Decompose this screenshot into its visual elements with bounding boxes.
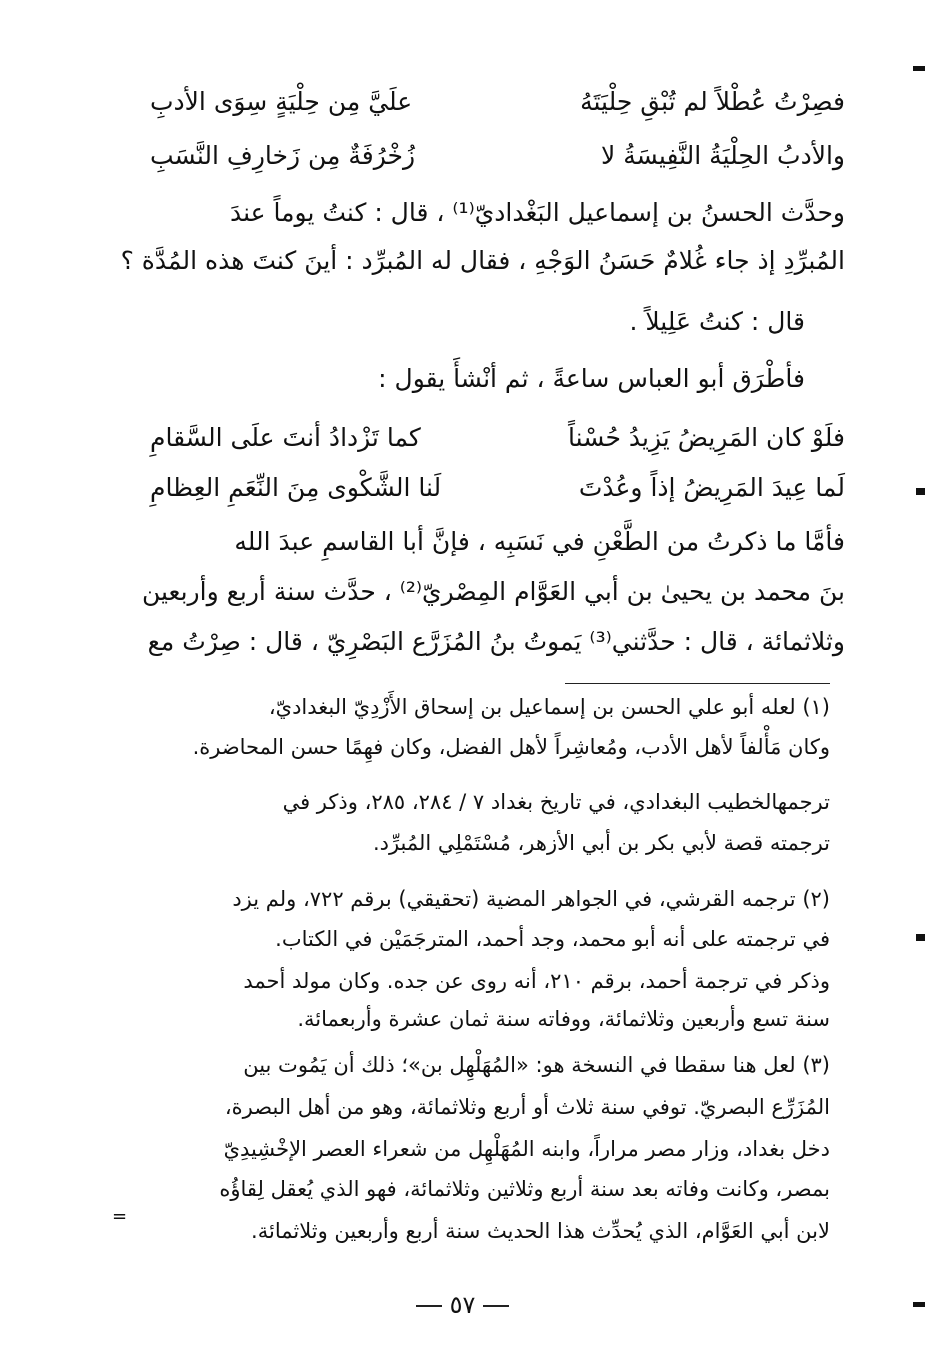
body-text-line: فأطْرَق أبو العباس ساعةً ، ثم أنْشأَ يقول :	[378, 364, 805, 393]
footnote-line: دخل بغداد، وزار مصر مراراً، وابنه المُهَلْهِل من شعراء العصر الإخْشِيدِيّ	[223, 1137, 830, 1161]
footnote-line: المُزَرِّع البصريّ. توفي سنة ثلاث أو أربع وثلاثمائة، وهو من أهل البصرة،	[224, 1095, 830, 1119]
verse-hemistich-left: لَنا الشَّكْوى مِنَ النِّعَمِ العِظامِ	[150, 473, 442, 502]
verse-line	[150, 82, 845, 122]
body-text-line: وثلاثمائة ، قال : حدَّثني⁽³⁾ يَموتُ بنُ المُزَرَّع البَصْرِيّ ، قال : صِرْتُ مع	[147, 627, 845, 656]
footnote-line: (٣) لعل هنا سقطا في النسخة هو: «المُهَلْهِل بن»؛ ذلك أن يَمُوت بين	[243, 1053, 830, 1077]
scan-edge-mark	[916, 488, 925, 495]
verse-hemistich-left: زُخْرُفَةٌ مِن زَخارِفِ النَّسَبِ	[150, 141, 416, 170]
body-text-line: وحدَّث الحسنُ بن إسماعيل البَغْداديّ⁽¹⁾ ، قال : كنتُ يوماً عندَ	[230, 198, 845, 227]
footnote-line: لابن أبي العَوَّام، الذي يُحدِّث هذا الحديث سنة أربع وأربعين وثلاثمائة.	[251, 1219, 830, 1243]
page-number-value: ٥٧	[449, 1291, 476, 1319]
footnote-line: في ترجمته على أنه أبو محمد، وجد أحمد، المترجَمَيْن في الكتاب.	[275, 927, 830, 951]
footnote-line: سنة تسع وأربعين وثلاثمائة، ووفاته سنة ثمان عشرة وأربعمائة.	[297, 1007, 830, 1031]
footnote-line: وذكر في ترجمة أحمد، برقم ٢١٠، أنه روى عن جده. وكان مولد أحمد	[243, 969, 830, 993]
scan-edge-mark	[916, 934, 925, 941]
footnote-line: (٢) ترجمه القرشي، في الجواهر المضية (تحقيقي) برقم ٧٢٢، ولم يزد	[232, 887, 830, 911]
verse-hemistich-left: علَيَّ مِن حِلْيَةٍ سِوَى الأدبِ	[150, 87, 413, 116]
scan-edge-mark	[913, 66, 925, 71]
footnote-line: ترجمهالخطيب البغدادي، في تاريخ بغداد ٧ / ٢٨٤، ٢٨٥، وذكر في	[282, 790, 830, 814]
footnote-line: ترجمته قصة لأبي بكر بن أبي الأزهر، مُسْتَمْلِي المُبرِّد.	[372, 831, 830, 855]
page-number	[0, 1290, 925, 1320]
verse-hemistich-left: كما تَزْدادُ أنتَ علَى السَّقامِ	[150, 423, 421, 452]
verse-line	[150, 468, 845, 508]
body-text-line: فأمَّا ما ذكرتُ من الطَّعْنِ في نَسَبِه ، فإنَّ أبا القاسمِ عبدَ الله	[234, 527, 845, 556]
body-text-line: قال : كنتُ عَلِيلاً .	[629, 307, 805, 336]
footnote-separator	[565, 683, 830, 684]
continuation-mark: =	[112, 1206, 128, 1227]
footnote-line: (١) لعله أبو علي الحسن بن إسماعيل بن إسحاق الأَزْدِيّ البغداديّ،	[268, 695, 830, 719]
body-text-line: المُبرِّدِ إذ جاء غُلامٌ حَسَنُ الوَجْهِ ، فقال له المُبرِّد : أينَ كنتَ هذه المُدَّة ؟	[120, 246, 845, 275]
page-number-dash	[416, 1305, 442, 1307]
verse-hemistich-right: فصِرْتُ عُطْلاً لم تُبْقِ حِلْيَتَهُ	[580, 87, 845, 116]
verse-hemistich-right: فلَوْ كان المَرِيضُ يَزِيدُ حُسْناً	[568, 423, 845, 452]
verse-line	[150, 418, 845, 458]
footnote-line: وكان مَأْلفاً لأهل الأدب، ومُعاشِراً لأهل الفضل، وكان فهِمًا حسن المحاضرة.	[192, 735, 830, 759]
verse-line	[150, 136, 845, 176]
footnote-line: بمصر، وكانت وفاته بعد سنة أربع وثلاثين وثلاثمائة، فهو الذي يُعقل لِقاؤُه	[219, 1177, 830, 1201]
verse-hemistich-right: والأدبُ الحِلْيَةُ النَّفِيسَةُ لا	[601, 141, 845, 170]
verse-hemistich-right: لَما عِيدَ المَرِيضُ إذاً وعُدْتَ	[578, 473, 845, 502]
page-number-dash	[483, 1305, 509, 1307]
body-text-line: بنَ محمد بن يحيىٰ بن أبي العَوَّام المِصْريّ⁽²⁾ ، حدَّث سنة أربع وأربعين	[141, 577, 845, 606]
scan-edge-mark	[913, 1302, 925, 1307]
